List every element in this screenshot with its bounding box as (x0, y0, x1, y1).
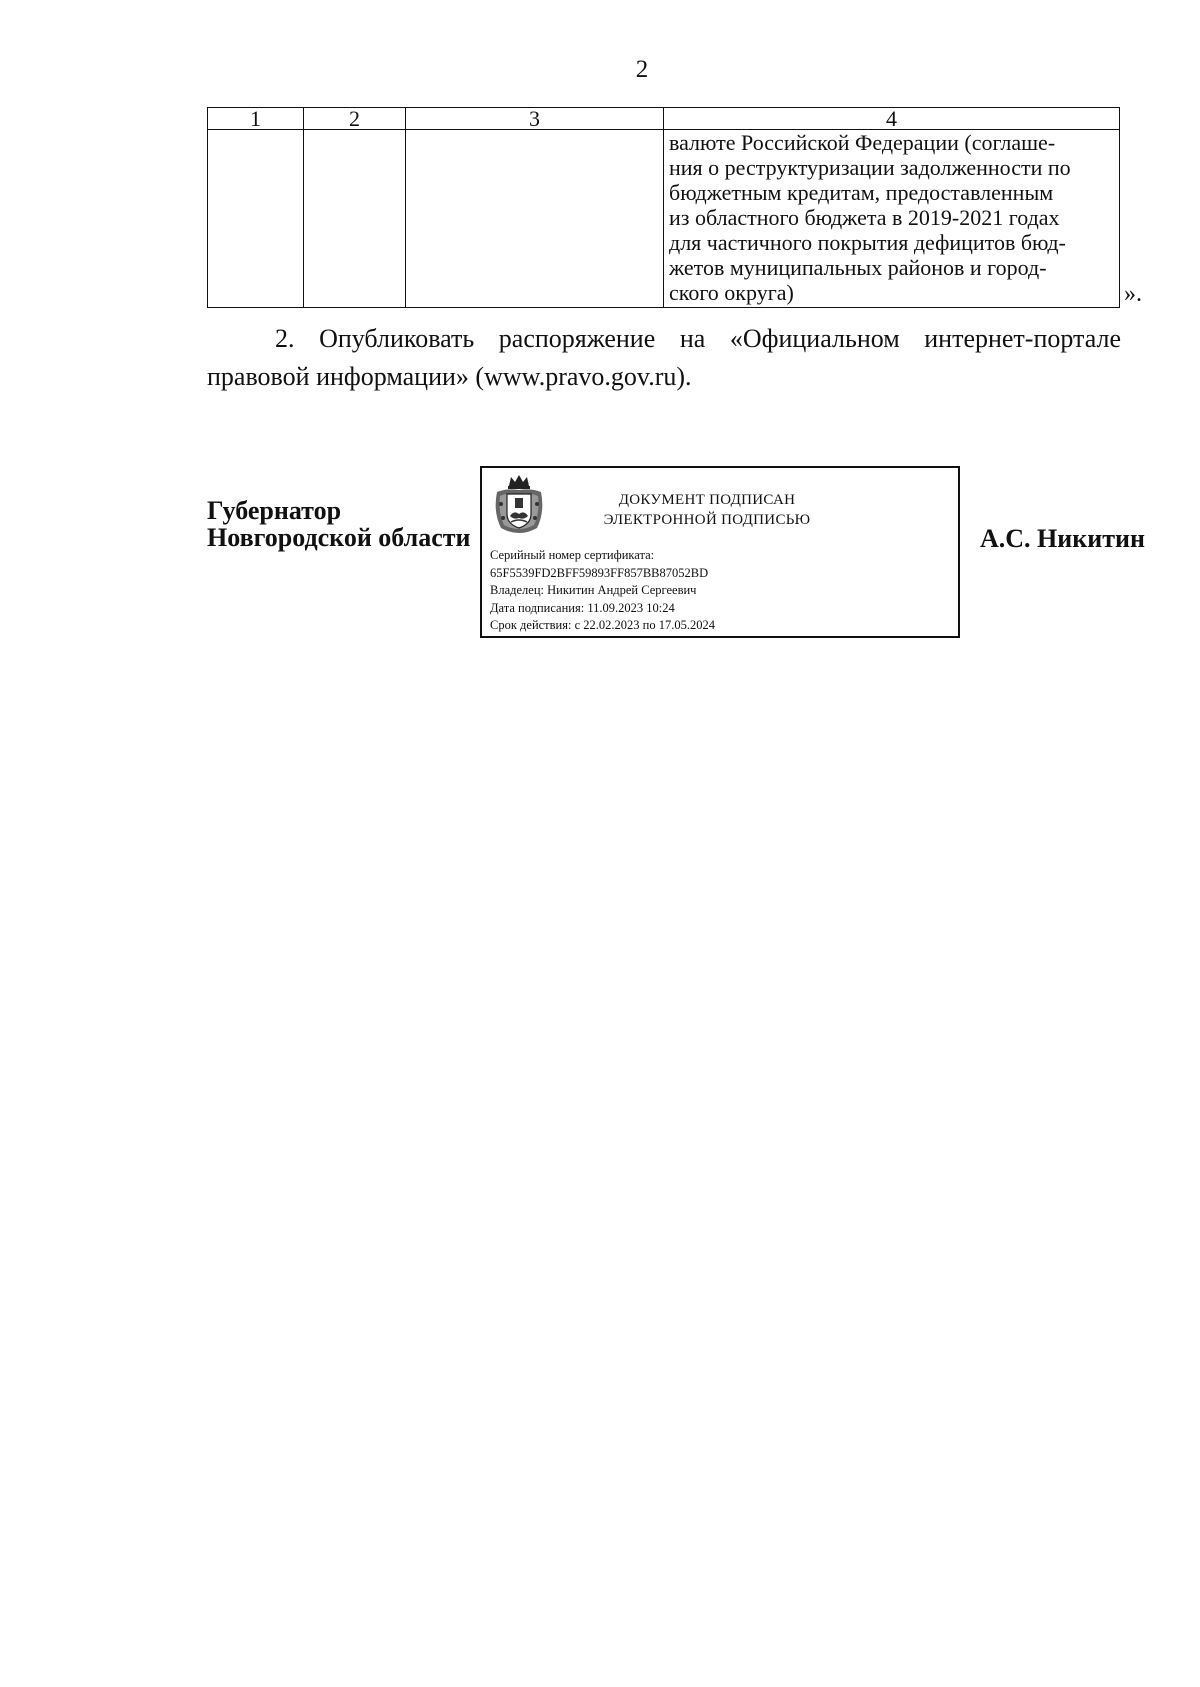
stamp-heading-line2: ЭЛЕКТРОННОЙ ПОДПИСЬЮ (603, 512, 811, 528)
stamp-heading-line1: ДОКУМЕНТ ПОДПИСАН (618, 492, 796, 508)
certificate-validity: Срок действия: с 22.02.2023 по 17.05.2024 (490, 618, 715, 632)
closing-quote: ». (1124, 281, 1142, 307)
stamp-heading (572, 490, 842, 530)
certificate-serial-label: Серийный номер сертификата: (490, 548, 655, 562)
column-header-2: 2 (304, 108, 406, 130)
data-table (207, 107, 1120, 308)
table-cell-col1 (208, 130, 304, 308)
certificate-serial-value: 65F5539FD2BFF59893FF857BB87052BD (490, 565, 709, 580)
publication-paragraph: 2. Опубликовать распоряжение на «Официальном интернет-портале правовой информации» (www.pravo.gov.ru). (207, 324, 1121, 391)
page-number: 2 (635, 56, 649, 83)
cell-text-line: для частичного покрытия дефицитов бюд- (669, 230, 1066, 255)
signing-date: Дата подписания: 11.09.2023 10:24 (490, 600, 675, 615)
signatory-title-line1: Губернатор (207, 496, 342, 525)
signatory-name: А.С. Никитин (980, 524, 1145, 553)
table-row (208, 130, 1120, 308)
stamp-details (490, 547, 715, 635)
table-cell-col2 (304, 130, 406, 308)
table-cell-col3 (406, 130, 664, 308)
cell-text-line: из областного бюджета в 2019-2021 годах (669, 205, 1060, 230)
cell-text-line: жетов муниципальных районов и город- (669, 255, 1047, 280)
signatory-title-line2: Новгородской области (207, 523, 471, 552)
cell-text-line: бюджетным кредитам, предоставленным (669, 180, 1054, 205)
cell-text-line: ния о реструктуризации задолженности по (669, 155, 1071, 180)
cell-text-line: ского округа) (669, 280, 794, 305)
e-signature-stamp (480, 466, 960, 638)
column-header-1: 1 (208, 108, 304, 130)
column-header-4: 4 (664, 108, 1120, 130)
table-header-row (208, 108, 1120, 130)
certificate-owner: Владелец: Никитин Андрей Сергеевич (490, 583, 697, 597)
coat-of-arms-icon (491, 472, 547, 536)
table-cell-col4 (664, 130, 1120, 308)
column-header-3: 3 (406, 108, 664, 130)
signatory-title (207, 497, 471, 551)
cell-text-line: валюте Российской Федерации (соглаше- (669, 130, 1056, 155)
